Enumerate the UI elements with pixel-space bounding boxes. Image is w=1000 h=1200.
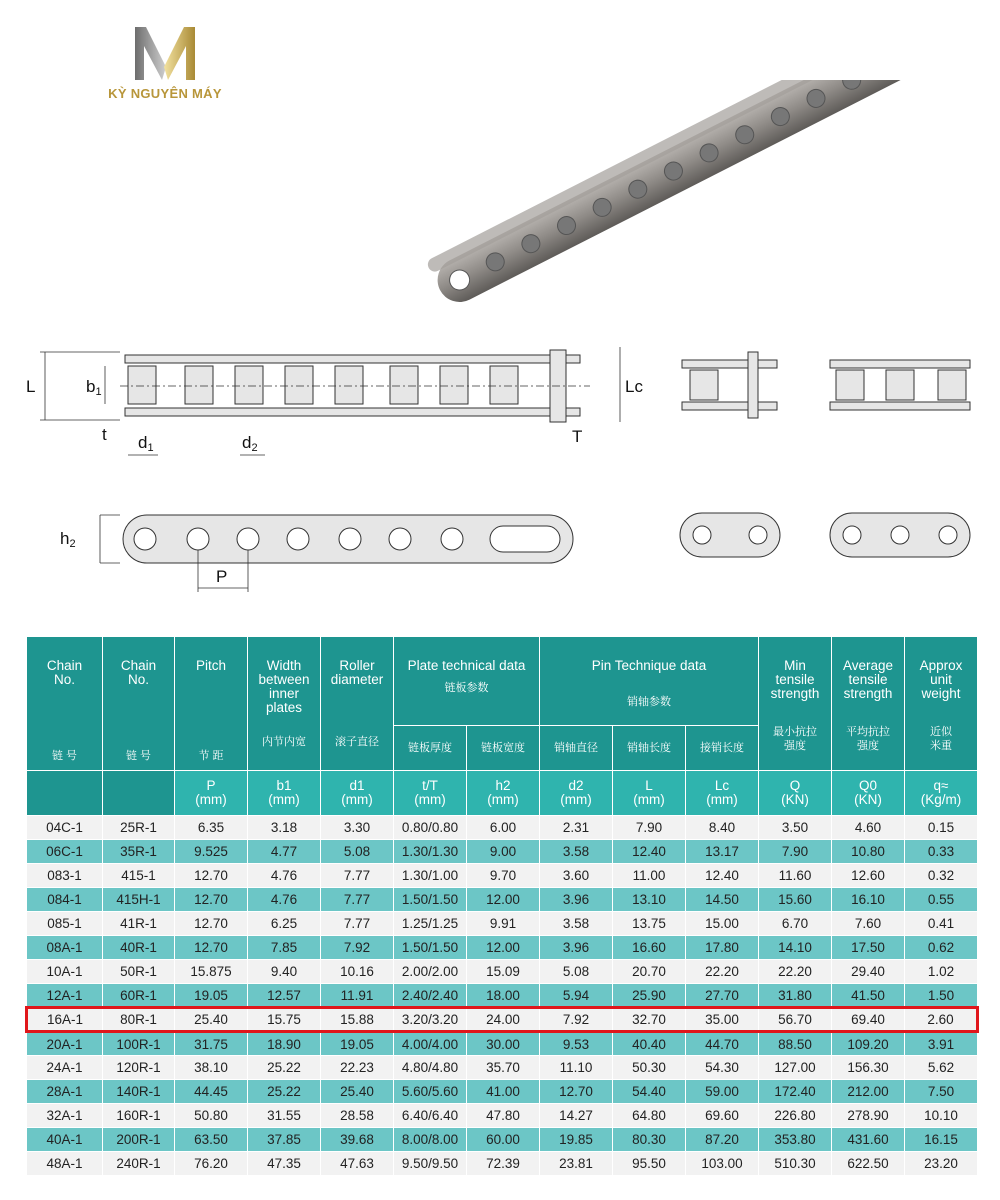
table-row (27, 1104, 978, 1128)
table-cell: 88.50 (759, 1032, 832, 1056)
unit-cell: Q (KN) (759, 771, 832, 816)
table-cell: 7.92 (540, 1008, 613, 1032)
table-cell: 1.25/1.25 (394, 912, 467, 936)
table-cell: 140R-1 (103, 1080, 175, 1104)
table-cell: 18.90 (248, 1032, 321, 1056)
table-cell: 2.40/2.40 (394, 984, 467, 1008)
table-cell: 7.60 (832, 912, 905, 936)
brand-logo (95, 22, 235, 108)
table-cell: 15.09 (467, 960, 540, 984)
table-row (27, 888, 978, 912)
table-cell: 3.20/3.20 (394, 1008, 467, 1032)
table-cell: 3.60 (540, 864, 613, 888)
table-cell: 64.80 (613, 1104, 686, 1128)
table-row (27, 1056, 978, 1080)
table-cell: 24A-1 (27, 1056, 103, 1080)
label-Lc: Lc (625, 377, 643, 396)
table-cell: 38.10 (175, 1056, 248, 1080)
table-cell: 622.50 (832, 1152, 905, 1176)
table-cell: 25.40 (321, 1080, 394, 1104)
table-cell: 50.80 (175, 1104, 248, 1128)
label-d2: d2 (242, 433, 258, 454)
table-cell: 12.70 (175, 888, 248, 912)
table-cell: 87.20 (686, 1128, 759, 1152)
table-cell: 23.20 (905, 1152, 978, 1176)
table-cell: 160R-1 (103, 1104, 175, 1128)
table-row-highlighted (27, 1008, 978, 1032)
table-cell: 19.85 (540, 1128, 613, 1152)
table-cell: 12.70 (540, 1080, 613, 1104)
table-cell: 5.08 (321, 840, 394, 864)
table-cell: 4.80/4.80 (394, 1056, 467, 1080)
table-cell: 11.91 (321, 984, 394, 1008)
table-cell: 27.70 (686, 984, 759, 1008)
table-cell: 0.32 (905, 864, 978, 888)
header-pitch: Pitch 节 距 (175, 637, 248, 771)
table-cell: 60R-1 (103, 984, 175, 1008)
table-cell: 69.40 (832, 1008, 905, 1032)
table-cell: 35R-1 (103, 840, 175, 864)
table-cell: 7.77 (321, 912, 394, 936)
table-cell: 7.90 (613, 816, 686, 840)
table-cell: 1.50 (905, 984, 978, 1008)
table-cell: 278.90 (832, 1104, 905, 1128)
table-cell: 127.00 (759, 1056, 832, 1080)
table-cell: 4.76 (248, 864, 321, 888)
unit-cell: P (mm) (175, 771, 248, 816)
table-cell: 12A-1 (27, 984, 103, 1008)
table-cell: 7.92 (321, 936, 394, 960)
roller-chain-photo (405, 80, 945, 320)
table-cell: 431.60 (832, 1128, 905, 1152)
table-cell: 3.96 (540, 888, 613, 912)
header-plate-thickness: 链板厚度 (394, 726, 467, 771)
table-row (27, 1080, 978, 1104)
table-cell: 8.40 (686, 816, 759, 840)
table-cell: 50R-1 (103, 960, 175, 984)
table-cell: 9.00 (467, 840, 540, 864)
table-row (27, 1032, 978, 1056)
table-cell: 50.30 (613, 1056, 686, 1080)
table-cell: 63.50 (175, 1128, 248, 1152)
table-cell: 5.94 (540, 984, 613, 1008)
table-cell: 1.50/1.50 (394, 888, 467, 912)
table-cell: 31.75 (175, 1032, 248, 1056)
table-cell: 12.40 (686, 864, 759, 888)
table-cell: 14.27 (540, 1104, 613, 1128)
table-cell: 24.00 (467, 1008, 540, 1032)
table-cell: 9.91 (467, 912, 540, 936)
table-cell: 6.40/6.40 (394, 1104, 467, 1128)
table-cell: 19.05 (175, 984, 248, 1008)
table-cell: 37.85 (248, 1128, 321, 1152)
unit-cell: b1 (mm) (248, 771, 321, 816)
table-cell: 11.00 (613, 864, 686, 888)
header-roller: Roller diameter 滚子直径 (321, 637, 394, 771)
table-cell: 22.20 (686, 960, 759, 984)
table-cell: 7.77 (321, 888, 394, 912)
table-cell: 56.70 (759, 1008, 832, 1032)
table-cell: 72.39 (467, 1152, 540, 1176)
table-cell: 6.35 (175, 816, 248, 840)
table-cell: 510.30 (759, 1152, 832, 1176)
table-cell: 44.70 (686, 1032, 759, 1056)
table-cell: 40.40 (613, 1032, 686, 1056)
table-cell: 9.525 (175, 840, 248, 864)
table-cell: 415-1 (103, 864, 175, 888)
header-plate-width: 链板宽度 (467, 726, 540, 771)
table-cell: 7.77 (321, 864, 394, 888)
table-cell: 19.05 (321, 1032, 394, 1056)
table-row (27, 1128, 978, 1152)
table-cell: 69.60 (686, 1104, 759, 1128)
header-chain-no: Chain No. 链 号 (27, 637, 103, 771)
table-cell: 7.85 (248, 936, 321, 960)
table-cell: 13.17 (686, 840, 759, 864)
table-cell: 3.96 (540, 936, 613, 960)
table-cell: 5.60/5.60 (394, 1080, 467, 1104)
table-cell: 35.70 (467, 1056, 540, 1080)
unit-cell: t/T (mm) (394, 771, 467, 816)
table-cell: 240R-1 (103, 1152, 175, 1176)
table-cell: 156.30 (832, 1056, 905, 1080)
table-cell: 415H-1 (103, 888, 175, 912)
table-cell: 1.50/1.50 (394, 936, 467, 960)
units-row (27, 771, 978, 816)
header-min-tensile: Min tensile strength 最小抗拉强度 (759, 637, 832, 771)
label-L: L (26, 377, 36, 396)
table-cell: 103.00 (686, 1152, 759, 1176)
header-pin: Pin Technique data 销轴参数 (540, 637, 759, 726)
table-cell: 0.15 (905, 816, 978, 840)
table-cell: 100R-1 (103, 1032, 175, 1056)
table-row (27, 912, 978, 936)
table-cell: 212.00 (832, 1080, 905, 1104)
label-b1: b1 (86, 377, 102, 398)
table-cell: 200R-1 (103, 1128, 175, 1152)
logo-m-icon (130, 22, 200, 84)
table-cell: 2.31 (540, 816, 613, 840)
table-cell: 226.80 (759, 1104, 832, 1128)
table-row (27, 936, 978, 960)
table-cell: 120R-1 (103, 1056, 175, 1080)
unit-cell: Q0 (KN) (832, 771, 905, 816)
header-plate: Plate technical data 链板参数 (394, 637, 540, 726)
chain-spec-table (25, 636, 979, 1176)
table-cell: 5.62 (905, 1056, 978, 1080)
table-cell: 29.40 (832, 960, 905, 984)
table-cell: 54.30 (686, 1056, 759, 1080)
table-cell: 16A-1 (27, 1008, 103, 1032)
header-pin-length: 销轴长度 (613, 726, 686, 771)
label-t: t (102, 425, 107, 444)
table-cell: 3.91 (905, 1032, 978, 1056)
table-cell: 4.77 (248, 840, 321, 864)
table-row (27, 1152, 978, 1176)
table-cell: 1.30/1.30 (394, 840, 467, 864)
table-cell: 40A-1 (27, 1128, 103, 1152)
unit-cell: q≈ (Kg/m) (905, 771, 978, 816)
unit-cell: L (mm) (613, 771, 686, 816)
table-cell: 95.50 (613, 1152, 686, 1176)
table-cell: 08A-1 (27, 936, 103, 960)
table-cell: 13.10 (613, 888, 686, 912)
table-cell: 0.41 (905, 912, 978, 936)
table-row (27, 864, 978, 888)
table-cell: 4.76 (248, 888, 321, 912)
table-cell: 085-1 (27, 912, 103, 936)
table-cell: 12.00 (467, 936, 540, 960)
table-cell: 3.58 (540, 912, 613, 936)
table-cell: 48A-1 (27, 1152, 103, 1176)
table-cell: 084-1 (27, 888, 103, 912)
table-cell: 16.10 (832, 888, 905, 912)
table-cell: 47.80 (467, 1104, 540, 1128)
table-cell: 12.40 (613, 840, 686, 864)
chain-side-view-diagram (20, 330, 660, 470)
header-weight: Approx unit weight 近似米重 (905, 637, 978, 771)
table-cell: 47.63 (321, 1152, 394, 1176)
table-cell: 9.50/9.50 (394, 1152, 467, 1176)
table-cell: 32A-1 (27, 1104, 103, 1128)
table-cell: 14.10 (759, 936, 832, 960)
table-cell: 1.30/1.00 (394, 864, 467, 888)
table-cell: 22.20 (759, 960, 832, 984)
table-cell: 25.40 (175, 1008, 248, 1032)
table-cell: 22.23 (321, 1056, 394, 1080)
table-cell: 17.80 (686, 936, 759, 960)
table-cell: 25.22 (248, 1080, 321, 1104)
table-cell: 18.00 (467, 984, 540, 1008)
table-cell: 0.80/0.80 (394, 816, 467, 840)
table-cell: 47.35 (248, 1152, 321, 1176)
chain-top-view-diagram (20, 490, 660, 600)
table-cell: 15.00 (686, 912, 759, 936)
table-row (27, 840, 978, 864)
table-cell: 39.68 (321, 1128, 394, 1152)
label-h2: h2 (60, 529, 76, 550)
unit-cell: Lc (mm) (686, 771, 759, 816)
table-cell: 12.70 (175, 912, 248, 936)
table-cell: 54.40 (613, 1080, 686, 1104)
connecting-link-diagrams (670, 330, 990, 600)
table-cell: 5.08 (540, 960, 613, 984)
table-cell: 8.00/8.00 (394, 1128, 467, 1152)
table-cell: 31.80 (759, 984, 832, 1008)
table-cell: 0.33 (905, 840, 978, 864)
table-cell: 109.20 (832, 1032, 905, 1056)
table-cell: 6.70 (759, 912, 832, 936)
unit-cell: d1 (mm) (321, 771, 394, 816)
table-cell: 7.90 (759, 840, 832, 864)
table-cell: 06C-1 (27, 840, 103, 864)
table-row (27, 984, 978, 1008)
table-cell: 11.10 (540, 1056, 613, 1080)
table-cell: 10.80 (832, 840, 905, 864)
table-cell: 32.70 (613, 1008, 686, 1032)
table-cell: 20A-1 (27, 1032, 103, 1056)
table-cell: 7.50 (905, 1080, 978, 1104)
table-cell: 10.16 (321, 960, 394, 984)
table-cell: 17.50 (832, 936, 905, 960)
table-cell: 12.57 (248, 984, 321, 1008)
table-cell: 12.00 (467, 888, 540, 912)
table-cell: 28.58 (321, 1104, 394, 1128)
table-cell: 9.53 (540, 1032, 613, 1056)
table-cell: 12.70 (175, 864, 248, 888)
table-cell: 15.88 (321, 1008, 394, 1032)
table-cell: 3.18 (248, 816, 321, 840)
table-cell: 80.30 (613, 1128, 686, 1152)
unit-cell: d2 (mm) (540, 771, 613, 816)
table-cell: 60.00 (467, 1128, 540, 1152)
table-cell: 083-1 (27, 864, 103, 888)
table-row (27, 960, 978, 984)
table-cell: 16.60 (613, 936, 686, 960)
table-cell: 9.40 (248, 960, 321, 984)
table-cell: 25.22 (248, 1056, 321, 1080)
unit-cell: h2 (mm) (467, 771, 540, 816)
table-cell: 12.70 (175, 936, 248, 960)
table-cell: 9.70 (467, 864, 540, 888)
table-cell: 04C-1 (27, 816, 103, 840)
table-cell: 6.00 (467, 816, 540, 840)
table-cell: 28A-1 (27, 1080, 103, 1104)
table-cell: 14.50 (686, 888, 759, 912)
table-cell: 4.60 (832, 816, 905, 840)
table-cell: 31.55 (248, 1104, 321, 1128)
table-cell: 15.75 (248, 1008, 321, 1032)
header-width: Width between inner plates 内节内宽 (248, 637, 321, 771)
table-cell: 30.00 (467, 1032, 540, 1056)
table-cell: 15.875 (175, 960, 248, 984)
table-cell: 2.00/2.00 (394, 960, 467, 984)
table-cell: 23.81 (540, 1152, 613, 1176)
table-cell: 76.20 (175, 1152, 248, 1176)
header-pin-diameter: 销轴直径 (540, 726, 613, 771)
table-cell: 3.58 (540, 840, 613, 864)
table-cell: 0.62 (905, 936, 978, 960)
units-blank (103, 771, 175, 816)
units-blank (27, 771, 103, 816)
table-cell: 10.10 (905, 1104, 978, 1128)
header-avg-tensile: Average tensile strength 平均抗拉强度 (832, 637, 905, 771)
table-cell: 40R-1 (103, 936, 175, 960)
table-cell: 2.60 (905, 1008, 978, 1032)
table-cell: 4.00/4.00 (394, 1032, 467, 1056)
header-chain-no-ansi: Chain No. 链 号 (103, 637, 175, 771)
table-cell: 25.90 (613, 984, 686, 1008)
table-cell: 3.30 (321, 816, 394, 840)
table-cell: 353.80 (759, 1128, 832, 1152)
table-cell: 20.70 (613, 960, 686, 984)
table-cell: 12.60 (832, 864, 905, 888)
table-cell: 41.50 (832, 984, 905, 1008)
table-cell: 11.60 (759, 864, 832, 888)
table-row (27, 816, 978, 840)
table-cell: 44.45 (175, 1080, 248, 1104)
table-cell: 172.40 (759, 1080, 832, 1104)
label-d1: d1 (138, 433, 154, 454)
table-cell: 41.00 (467, 1080, 540, 1104)
table-cell: 3.50 (759, 816, 832, 840)
table-cell: 35.00 (686, 1008, 759, 1032)
table-cell: 13.75 (613, 912, 686, 936)
table-cell: 16.15 (905, 1128, 978, 1152)
header-connecting-pin-length: 接销长度 (686, 726, 759, 771)
table-cell: 15.60 (759, 888, 832, 912)
table-cell: 25R-1 (103, 816, 175, 840)
label-T: T (572, 427, 583, 446)
table-cell: 59.00 (686, 1080, 759, 1104)
brand-name: KỲ NGUYÊN MÁY (108, 86, 222, 101)
table-cell: 1.02 (905, 960, 978, 984)
table-cell: 41R-1 (103, 912, 175, 936)
table-cell: 0.55 (905, 888, 978, 912)
label-P: P (216, 567, 228, 586)
table-cell: 80R-1 (103, 1008, 175, 1032)
table-cell: 6.25 (248, 912, 321, 936)
table-cell: 10A-1 (27, 960, 103, 984)
